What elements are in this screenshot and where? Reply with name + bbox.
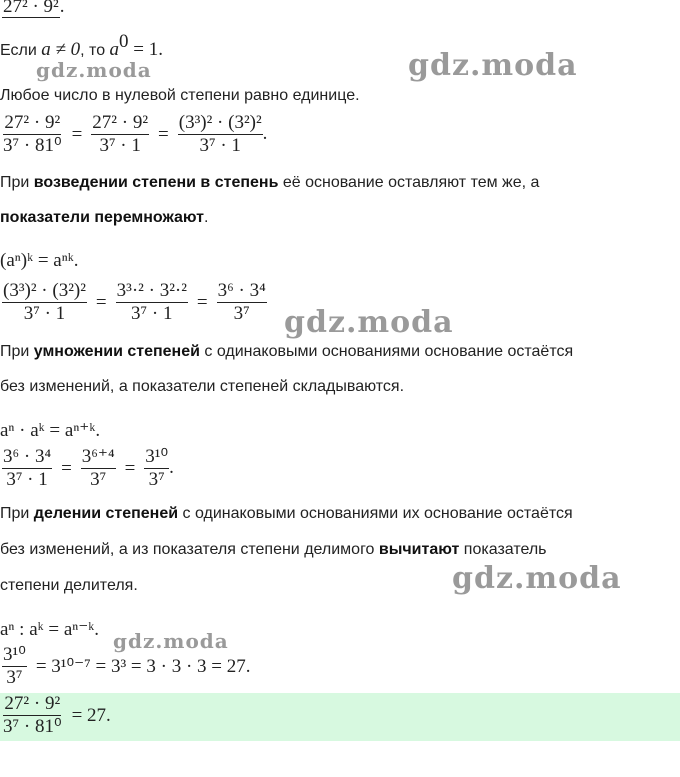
- step1-equation: $\frac{\text{27² · 9²}}{\text{3⁷ · 81⁰}}$ = $\frac{\text{27² · 9²}}{\text{3⁷ · 1}}$ = $\frac{\text{(3³)² · (3²)²}}{\text{3⁷ · 1}}$ .: [3, 112, 268, 156]
- fraction: $\frac{\text{(3³)² · (3²)²}}{\text{3⁷ · 1}}$: [3, 280, 86, 324]
- div-rule-formula: aⁿ : aᵏ = aⁿ⁻ᵏ.: [0, 619, 100, 640]
- mult-rule-line1: При умножении степеней с одинаковыми основаниями основание остаётся: [0, 343, 574, 360]
- watermark: gdz.moda: [452, 561, 622, 596]
- fraction: $\frac{\text{27² · 9²}}{\text{3⁷ · 81⁰}}$: [3, 693, 62, 737]
- power-rule-line2: показатели перемножают.: [0, 209, 209, 226]
- step4-equation: $\frac{\text{3¹⁰}}{\text{3⁷}}$ = 3¹⁰⁻⁷ = 3³ = 3 · 3 · 3 = 27.: [3, 644, 251, 688]
- power-rule-line1: При возведении степени в степень её основание оставляют тем же, а: [0, 174, 540, 191]
- div-rule-line1: При делении степеней с одинаковыми основаниями их основание остаётся: [0, 505, 573, 522]
- watermark: gdz.moda: [284, 305, 454, 340]
- answer-highlight: [0, 693, 680, 741]
- fraction: $\frac{\text{3⁶⁺⁴}}{\text{3⁷}}$: [81, 446, 115, 490]
- zero-exponent-rule: Если a ≠ 0, то $a^0 = 1$.: [0, 31, 164, 60]
- fraction: $\frac{\text{3¹⁰}}{\text{3⁷}}$: [3, 644, 26, 688]
- div-rule-line2: без изменений, а из показателя степени делимого вычитают показатель: [0, 541, 547, 558]
- watermark: gdz.moda: [113, 629, 229, 653]
- fraction: $\frac{\text{27² · 9²}}{\text{3⁷ · 1}}$: [92, 112, 149, 156]
- fraction: $\frac{\text{3⁶ · 3⁴}}{\text{3⁷ · 1}}$: [3, 446, 52, 490]
- watermark: gdz.moda: [36, 58, 152, 82]
- fraction: $\frac{\text{3³·² · 3²·²}}{\text{3⁷ · 1}}$: [116, 280, 187, 324]
- mult-rule-formula: aⁿ · aᵏ = aⁿ⁺ᵏ.: [0, 420, 101, 441]
- top-fraction-fragment: 27² · 9².: [2, 0, 64, 18]
- step3-equation: $\frac{\text{3⁶ · 3⁴}}{\text{3⁷ · 1}}$ = $\frac{\text{3⁶⁺⁴}}{\text{3⁷}}$ = $\frac{\text{3¹⁰}}{\text{3⁷}}$ .: [3, 446, 174, 490]
- watermark: gdz.moda: [408, 48, 578, 83]
- power-rule-formula: (aⁿ)ᵏ = aⁿᵏ.: [0, 250, 79, 271]
- fraction: $\frac{\text{27² · 9²}}{\text{3⁷ · 81⁰}}$: [3, 112, 62, 156]
- mult-rule-line2: без изменений, а показатели степеней складываются.: [0, 378, 405, 395]
- zero-exponent-text: Любое число в нулевой степени равно единице.: [0, 87, 360, 104]
- step2-equation: $\frac{\text{(3³)² · (3²)²}}{\text{3⁷ · 1}}$ = $\frac{\text{3³·² · 3²·²}}{\text{3⁷ · 1}}$ = $\frac{\text{3⁶ · 3⁴}}{\text{3⁷}}$: [3, 280, 266, 324]
- fraction: $\frac{\text{(3³)² · (3²)²}}{\text{3⁷ · 1}}$: [178, 112, 262, 156]
- answer-equation: $\frac{\text{27² · 9²}}{\text{3⁷ · 81⁰}}$ = 27.: [3, 693, 111, 737]
- fraction: $\frac{\text{3⁶ · 3⁴}}{\text{3⁷}}$: [217, 280, 266, 324]
- div-rule-line3: степени делителя.: [0, 577, 138, 594]
- fraction: $\frac{\text{3¹⁰}}{\text{3⁷}}$: [145, 446, 169, 490]
